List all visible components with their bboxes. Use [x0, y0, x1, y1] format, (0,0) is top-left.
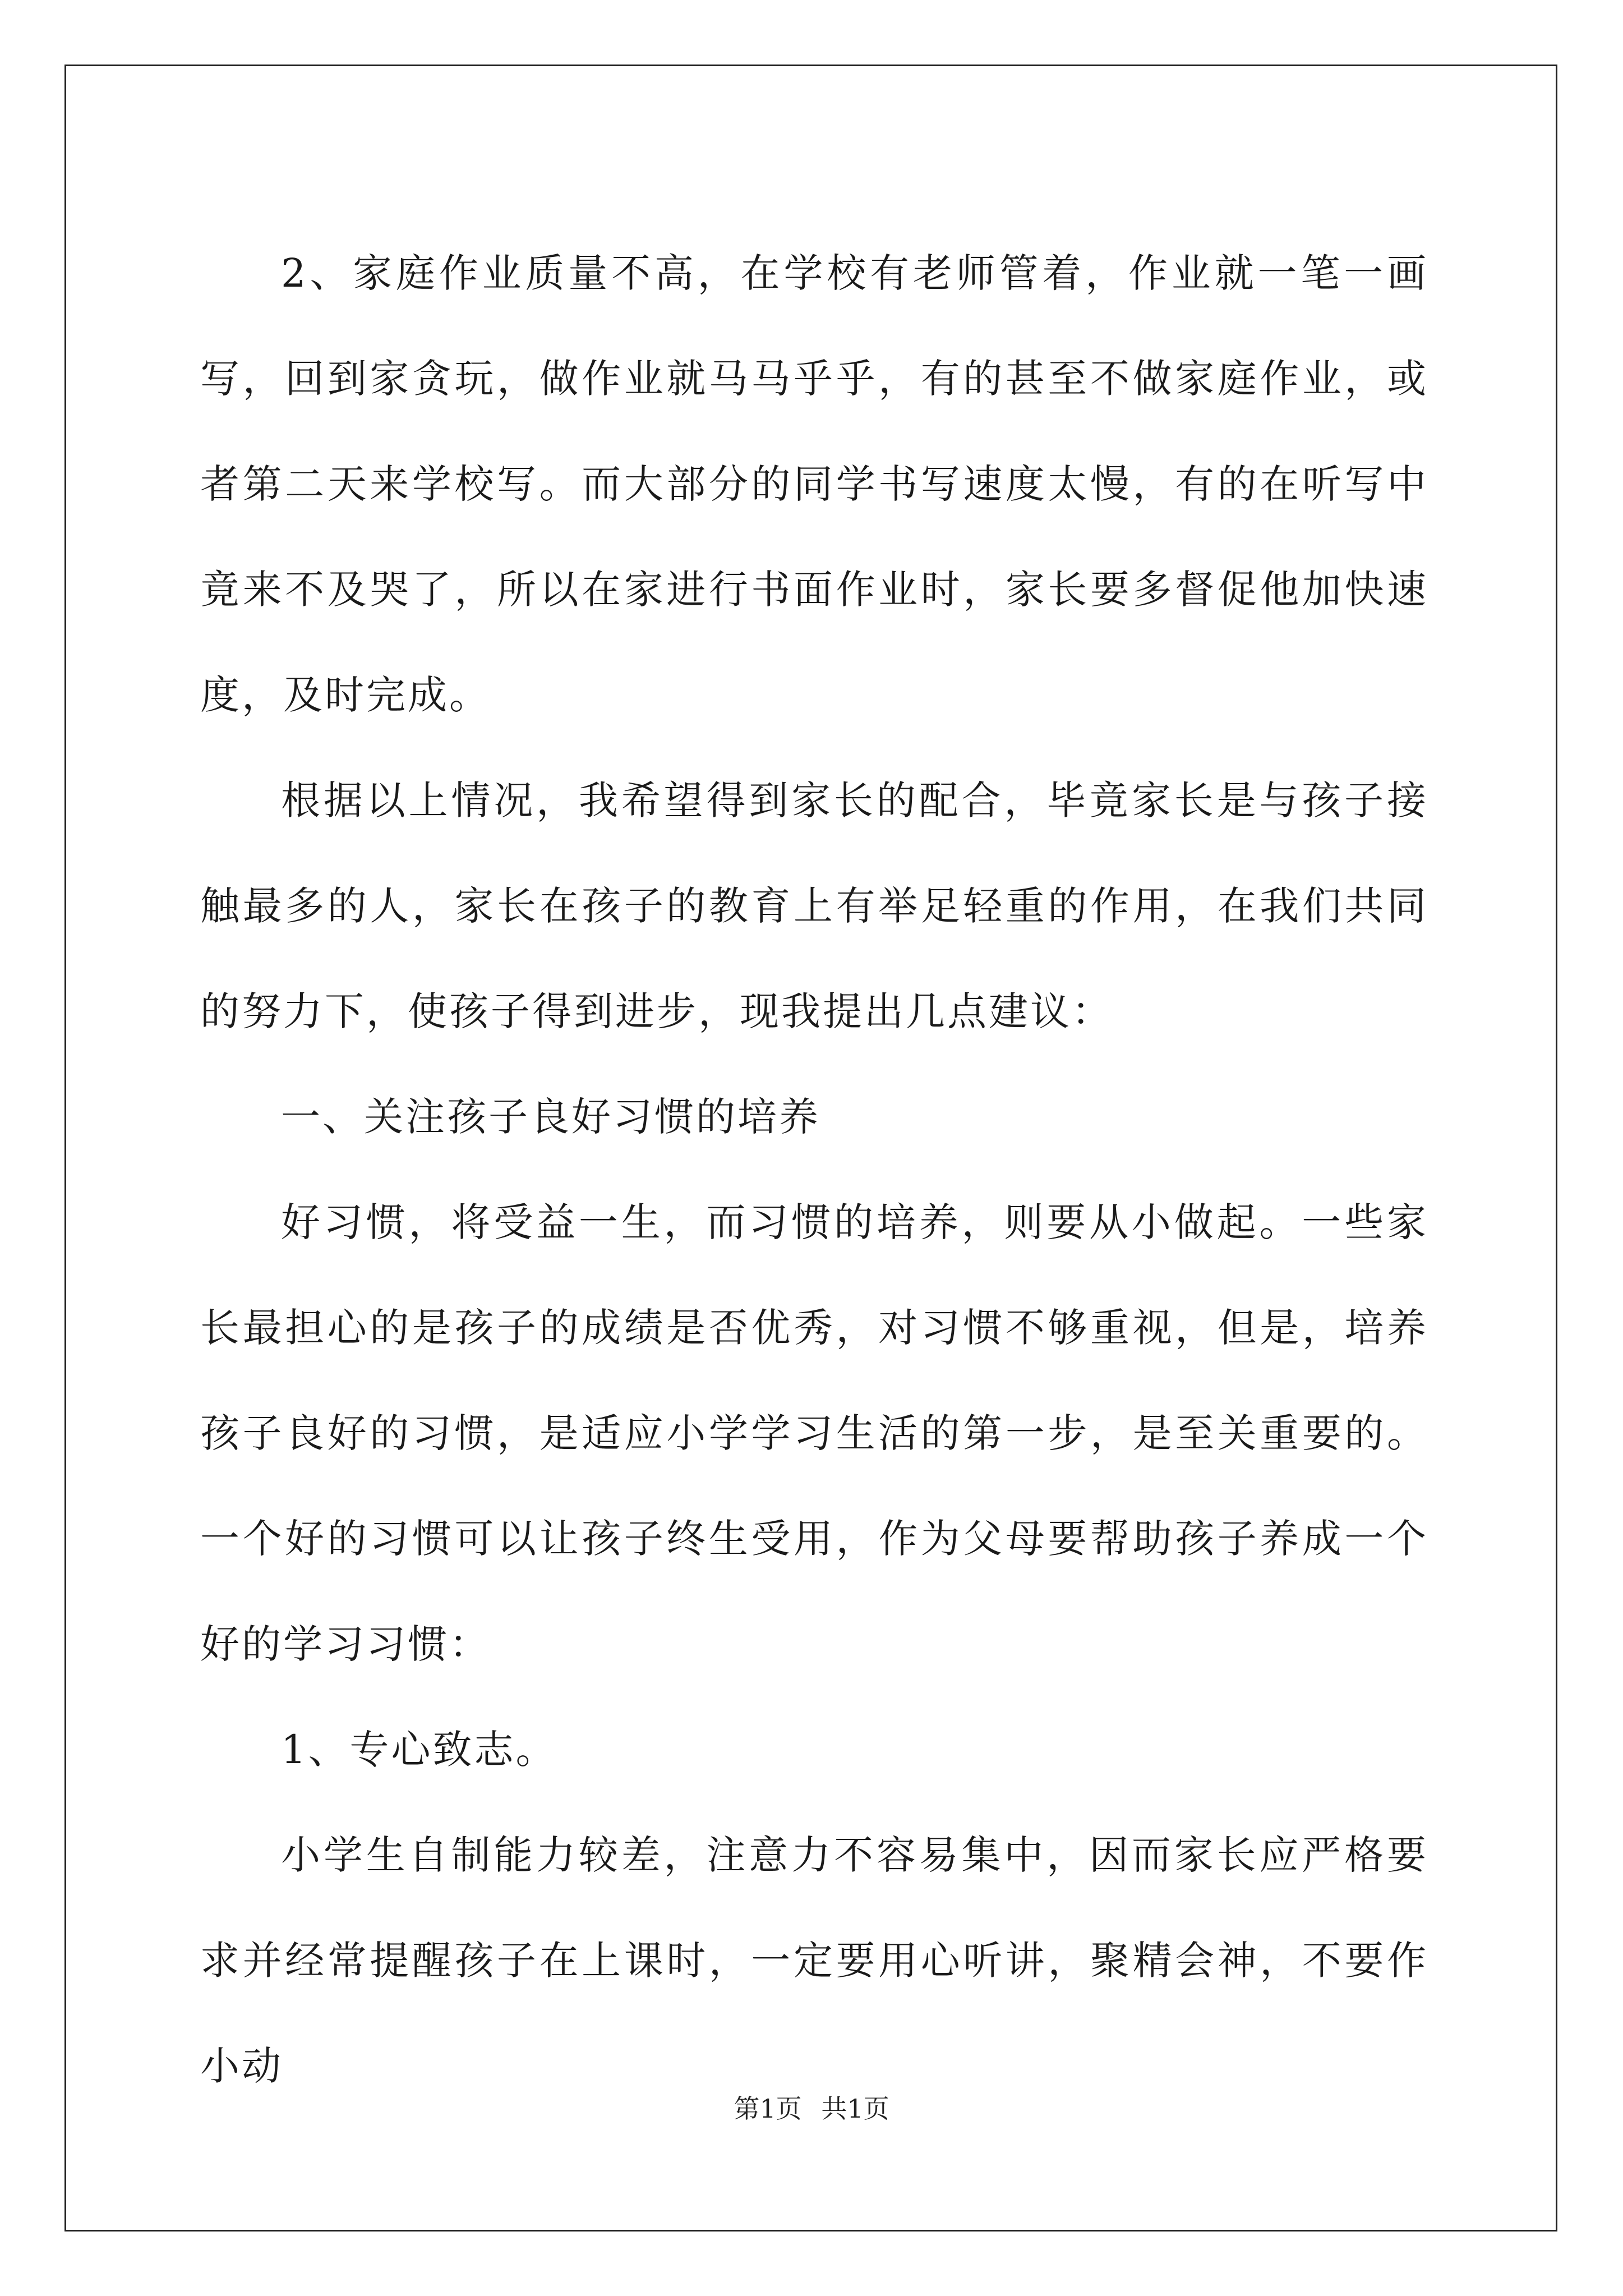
page-number: 第1页	[734, 2093, 802, 2124]
paragraph-concentration: 小学生自制能力较差，注意力不容易集中，因而家长应严格要求并经常提醒孩子在上课时，一定要用心听讲，聚精会神，不要作小动	[200, 1832, 1428, 2089]
page-total: 共1页	[821, 2093, 889, 2124]
paragraph-parent-cooperation: 根据以上情况，我希望得到家长的配合，毕竟家长是与孩子接触最多的人，家长在孩子的教育上有举足轻重的作用，在我们共同的努力下，使孩子得到进步，现我提出几点建议：	[200, 777, 1428, 1034]
document-body	[200, 220, 1428, 2119]
section-heading-good-habits: 一、关注孩子良好习惯的培养	[281, 1094, 820, 1140]
paragraph-homework-quality: 2、家庭作业质量不高，在学校有老师管着，作业就一笔一画写，回到家贪玩，做作业就马马乎乎，有的甚至不做家庭作业，或者第二天来学校写。而大部分的同学书写速度太慢，有的在听写中竟来不及哭了，所以在家进行书面作业时，家长要多督促他加快速度，及时完成。	[200, 250, 1428, 718]
page-footer	[0, 2088, 1623, 2125]
item-heading-concentration: 1、专心致志。	[281, 1727, 557, 1773]
paragraph-good-habits: 好习惯，将受益一生，而习惯的培养，则要从小做起。一些家长最担心的是孩子的成绩是否优秀，对习惯不够重视，但是，培养孩子良好的习惯，是适应小学学习生活的第一步，是至关重要的。一个好的习惯可以让孩子终生受用，作为父母要帮助孩子养成一个好的学习习惯：	[200, 1199, 1428, 1667]
